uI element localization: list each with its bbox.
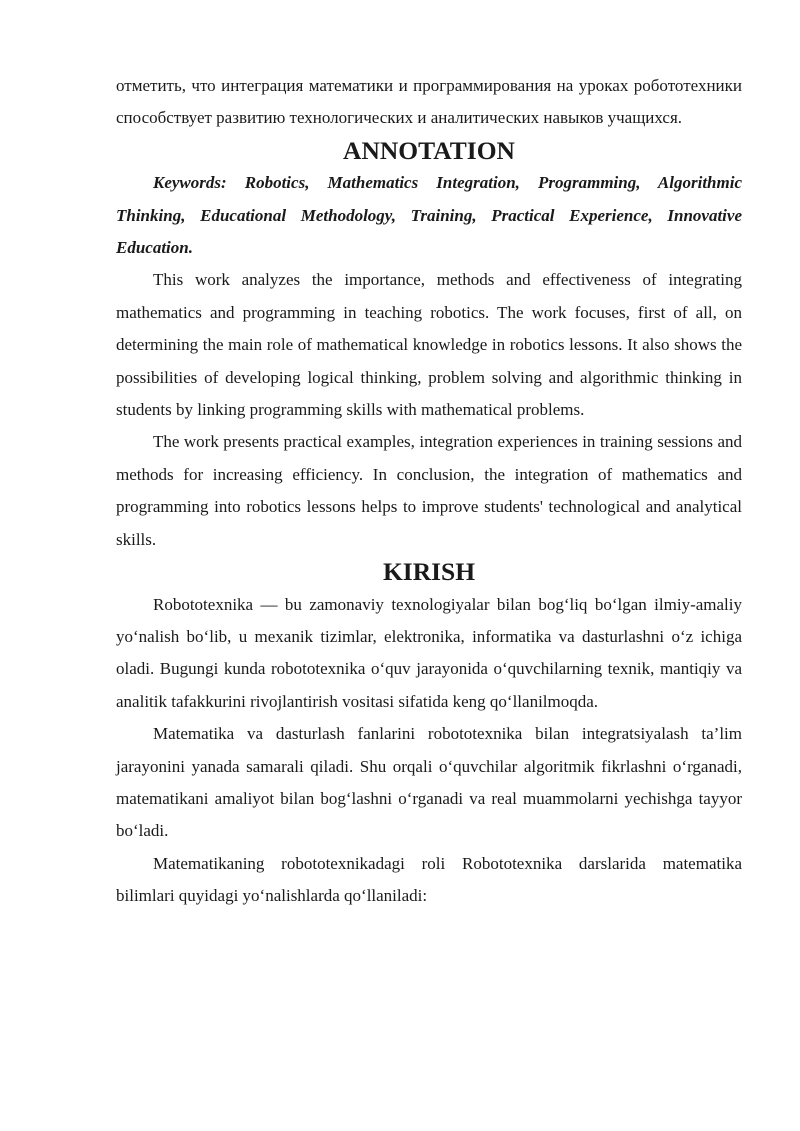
- annotation-paragraph-2: The work presents practical examples, integration experiences in training sessions and methods for increasing efficiency. In conclusion, the integration of mathematics and programming into robotics lessons helps to improve students' technological and analytical skills.: [116, 432, 742, 549]
- kirish-paragraph-2: Matematika va dasturlash fanlarini robototexnika bilan integratsiyalash ta’lim jarayonini yanada samarali qiladi. Shu orqali o‘quvchilar algoritmik fikrlashni o‘rganadi, matematikani amaliyot bilan bog‘lashni o‘rganadi va real muammolarni yechishga tayyor bo‘ladi.: [116, 724, 742, 841]
- keywords-paragraph: Keywords: Robotics, Mathematics Integration, Programming, Algorithmic Thinking, Educational Methodology, Training, Practical Experience, Innovative Education.: [116, 173, 742, 258]
- kirish-heading: KIRISH: [382, 557, 476, 587]
- kirish-paragraph-1: Robototexnika — bu zamonaviy texnologiyalar bilan bog‘liq bo‘lgan ilmiy-amaliy yo‘nalish bo‘lib, u mexanik tizimlar, elektronika, informatika va dasturlashni o‘z ichiga oladi. Bugungi kunda robototexnika o‘quv jarayonida o‘quvchilarning texnik, mantiqiy va analitik tafakkurini rivojlantirish vositasi sifatida keng qo‘llanilmoqda.: [116, 594, 742, 711]
- annotation-paragraph-1: This work analyzes the importance, methods and effectiveness of integrating mathematics and programming in teaching robotics. The work focuses, first of all, on determining the main role of mathematical knowledge in robotics lessons. It also shows the possibilities of developing logical thinking, problem solving and algorithmic thinking in students by linking programming skills with mathematical problems.: [116, 270, 742, 420]
- kirish-paragraph-3: Matematikaning robototexnikadagi roli Robototexnika darslarida matematika bilimlari quyidagi yo‘nalishlarda qo‘llaniladi:: [116, 853, 742, 906]
- intro-fragment-paragraph: отметить, что интеграция математики и программирования на уроках робототехники способствует развитию технологических и аналитических навыков учащихся.: [116, 76, 742, 128]
- document-page: [116, 70, 742, 913]
- annotation-heading: ANNOTATION: [343, 135, 515, 165]
